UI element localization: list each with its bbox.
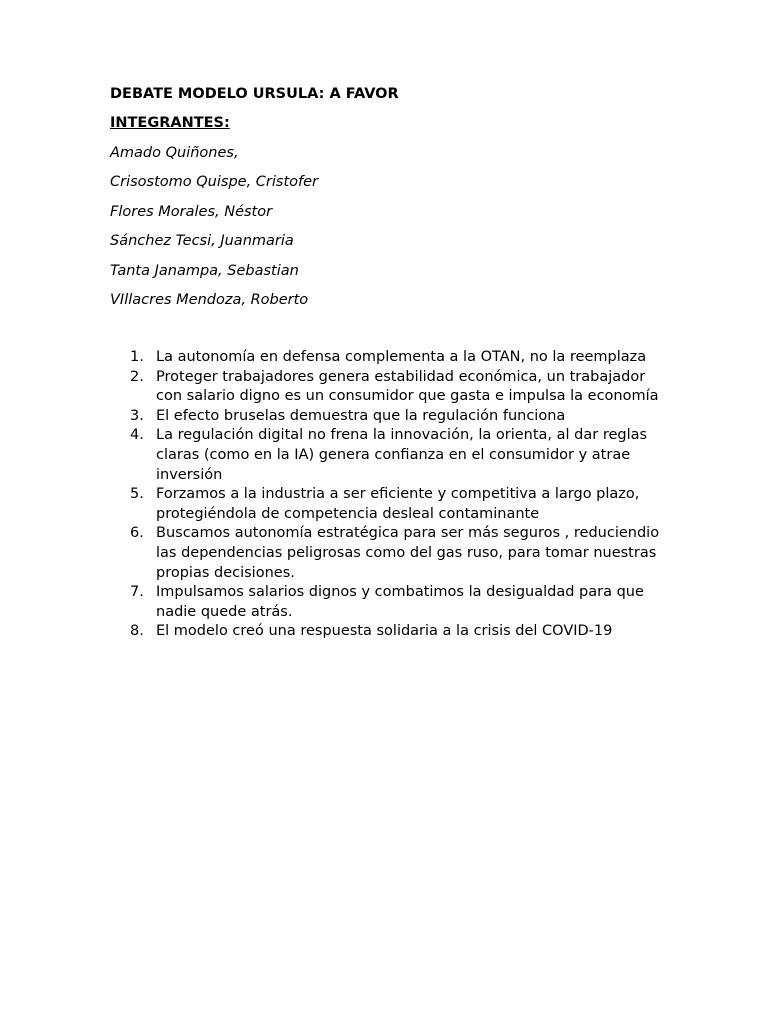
- argument-item: [130, 368, 670, 407]
- argument-text: El efecto bruselas demuestra que la regulación funciona: [156, 407, 566, 424]
- argument-text: La regulación digital no frena la innovación, la orienta, al dar reglas claras (como en la IA) genera confianza en el consumidor y atrae inversión: [156, 427, 648, 483]
- member-name: Amado Quiñones,: [110, 145, 239, 161]
- argument-text: La autonomía en defensa complementa a la OTAN, no la reemplaza: [156, 349, 647, 365]
- member-name: Sánchez Tecsi, Juanmaria: [110, 233, 294, 250]
- argument-number: 4.: [130, 427, 144, 444]
- argument-number: 7.: [130, 584, 144, 601]
- member-name: Tanta Janampa, Sebastian: [110, 262, 299, 279]
- argument-item: [130, 583, 670, 622]
- argument-item: [130, 348, 670, 368]
- argument-text: El modelo creó una respuesta solidaria a la crisis del COVID-19: [156, 623, 613, 640]
- argument-text: Buscamos autonomía estratégica para ser más seguros , reduciendio las dependencias peligrosas como del gas ruso, para tomar nuestras propias decisiones.: [156, 525, 660, 581]
- argument-item: [130, 485, 670, 524]
- argument-text: Forzamos a la industria a ser eficiente y competitiva a largo plazo, protegiéndola de competencia desleal contaminante: [156, 486, 640, 522]
- argument-item: [130, 426, 670, 485]
- argument-number: 5.: [130, 486, 144, 503]
- members-list: [110, 144, 318, 320]
- argument-number: 3.: [130, 407, 144, 424]
- argument-number: 2.: [130, 368, 144, 385]
- argument-text: Proteger trabajadores genera estabilidad económica, un trabajador con salario digno es un consumidor que gasta e impulsa la economía: [156, 368, 659, 405]
- members-heading: INTEGRANTES:: [110, 115, 230, 131]
- arguments-list: [130, 348, 670, 642]
- argument-item: [130, 407, 670, 427]
- argument-item: [130, 622, 670, 642]
- member-name: VIllacres Mendoza, Roberto: [110, 291, 309, 308]
- argument-text: Impulsamos salarios dignos y combatimos la desigualdad para que nadie quede atrás.: [156, 584, 644, 620]
- argument-item: [130, 524, 670, 583]
- argument-number: 8.: [130, 623, 144, 640]
- member-name: Flores Morales, Néstor: [110, 203, 273, 220]
- argument-number: 1.: [130, 349, 144, 365]
- argument-number: 6.: [130, 525, 144, 542]
- document-title: DEBATE MODELO URSULA: A FAVOR: [110, 86, 399, 102]
- member-name: Crisostomo Quispe, Cristofer: [110, 174, 318, 191]
